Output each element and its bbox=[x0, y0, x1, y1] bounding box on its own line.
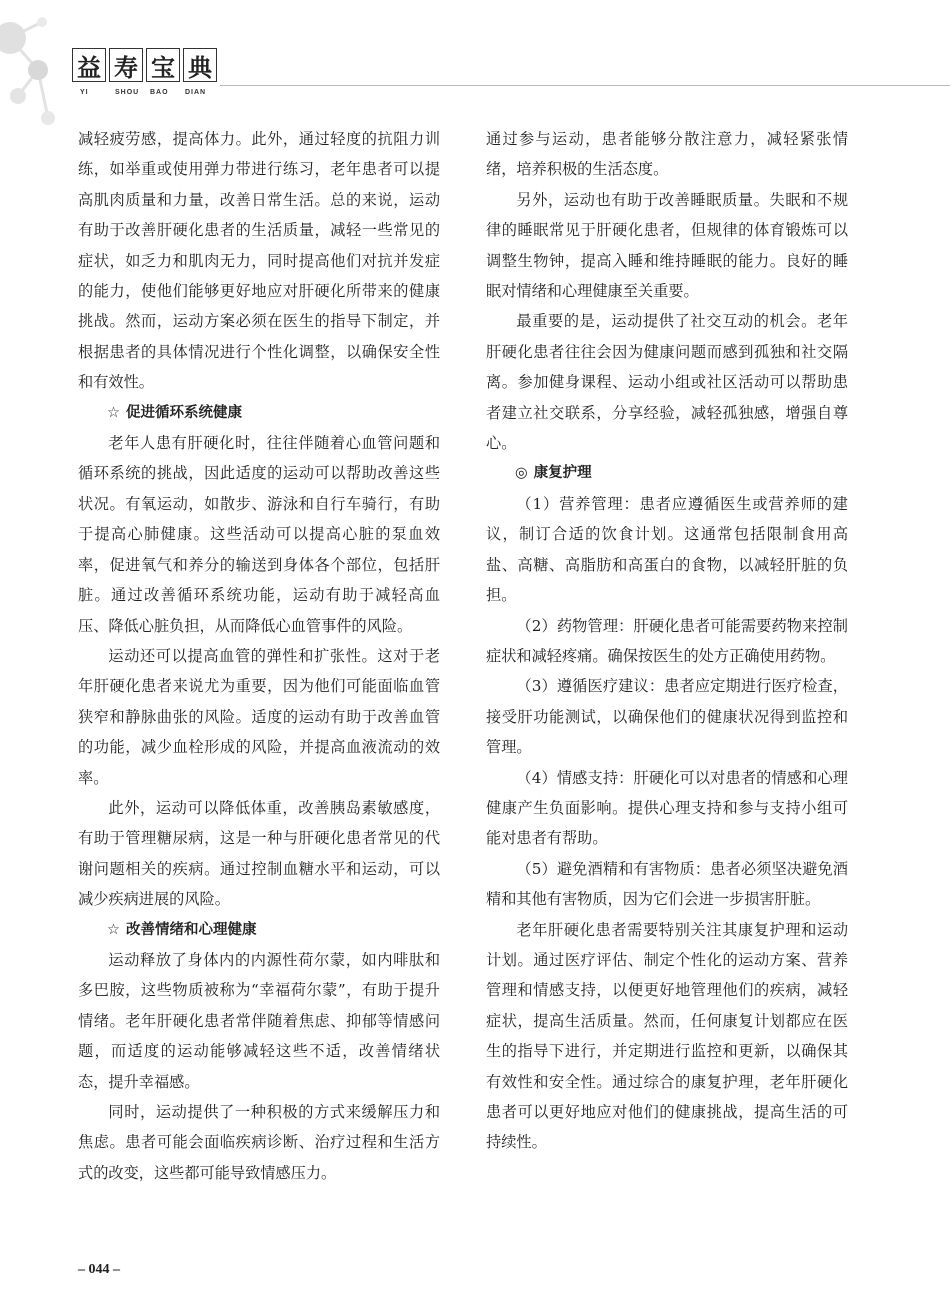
paragraph: 最重要的是，运动提供了社交互动的机会。老年肝硬化患者往往会因为健康问题而感到孤独和社交隔离。参加健身课程、运动小组或社区活动可以帮助患者建立社交联系，分享经验，减轻孤独感，增强自尊心。 bbox=[486, 312, 848, 453]
logo-char: 典 bbox=[183, 48, 217, 82]
paragraph: （4）情感支持：肝硬化可以对患者的情感和心理健康产生负面影响。提供心理支持和参与支持小组可能对患者有帮助。 bbox=[486, 768, 848, 848]
paragraph: 运动释放了身体内的内源性荷尔蒙，如内啡肽和多巴胺，这些物质被称为“幸福荷尔蒙”，有助于提升情绪。老年肝硬化患者常伴随着焦虑、抑郁等情感问题，而适度的运动能够减轻这些不适，改善情绪状态，提升幸福感。 bbox=[78, 950, 440, 1091]
paragraph: （5）避免酒精和有害物质：患者必须坚决避免酒精和其他有害物质，因为它们会进一步损害肝脏。 bbox=[486, 859, 848, 909]
page-number: – 044 – bbox=[78, 1262, 120, 1277]
pinyin-syllable: BAO bbox=[150, 89, 169, 96]
section-heading bbox=[486, 458, 848, 488]
pinyin-syllable: SHOU bbox=[115, 89, 140, 96]
section-heading bbox=[78, 398, 440, 428]
circle-bullet-icon: ◎ bbox=[515, 465, 528, 482]
logo-pinyin bbox=[80, 89, 220, 96]
pinyin-syllable: DIAN bbox=[185, 89, 207, 96]
star-icon: ☆ bbox=[107, 921, 120, 938]
left-column bbox=[78, 124, 440, 1188]
paragraph: （1）营养管理：患者应遵循医生或营养师的建议，制订合适的饮食计划。这通常包括限制食用高盐、高糖、高脂肪和高蛋白的食物，以减轻肝脏的负担。 bbox=[486, 494, 848, 605]
right-column bbox=[486, 124, 848, 1158]
logo-char: 益 bbox=[72, 48, 106, 82]
logo-char: 宝 bbox=[146, 48, 180, 82]
book-logo bbox=[72, 48, 220, 82]
pinyin-syllable: YI bbox=[80, 89, 89, 96]
paragraph: 老年肝硬化患者需要特别关注其康复护理和运动计划。通过医疗评估、制定个性化的运动方案、营养管理和情感支持，以便更好地管理他们的疾病，减轻症状，提高生活质量。然而，任何康复计划都应在医生的指导下进行，并定期进行监控和更新，以确保其有效性和安全性。通过综合的康复护理，老年肝硬化患者可以更好地应对他们的健康挑战，提高生活的可持续性。 bbox=[486, 920, 848, 1152]
star-icon: ☆ bbox=[107, 404, 120, 421]
continued-paragraph: 通过参与运动，患者能够分散注意力，减轻紧张情绪，培养积极的生活态度。 bbox=[486, 130, 848, 179]
section-heading-text: 改善情绪和心理健康 bbox=[126, 921, 257, 938]
logo-char: 寿 bbox=[109, 48, 143, 82]
header-rule bbox=[220, 85, 950, 86]
paragraph: （3）遵循医疗建议：患者应定期进行医疗检查，接受肝功能测试，以确保他们的健康状况得到监控和管理。 bbox=[486, 677, 848, 757]
paragraph: 运动还可以提高血管的弹性和扩张性。这对于老年肝硬化患者来说尤为重要，因为他们可能面临血管狭窄和静脉曲张的风险。适度的运动有助于改善血管的功能，减少血栓形成的风险，并提高血液流动的效率。 bbox=[78, 646, 440, 787]
section-heading bbox=[78, 915, 440, 945]
section-heading-text: 康复护理 bbox=[533, 465, 592, 482]
section-heading-text: 促进循环系统健康 bbox=[126, 404, 242, 421]
paragraph: 老年人患有肝硬化时，往往伴随着心血管问题和循环系统的挑战，因此适度的运动可以帮助改善这些状况。有氧运动，如散步、游泳和自行车骑行，有助于提高心肺健康。这些活动可以提高心脏的泵血效率，促进氧气和养分的输送到身体各个部位，包括肝脏。通过改善循环系统功能，运动有助于减轻高血压、降低心脏负担，从而降低心血管事件的风险。 bbox=[78, 434, 440, 635]
paragraph: 另外，运动也有助于改善睡眠质量。失眠和不规律的睡眠常见于肝硬化患者，但规律的体育锻炼可以调整生物钟，提高入睡和维持睡眠的能力。良好的睡眠对情绪和心理健康至关重要。 bbox=[486, 190, 848, 301]
paragraph: （2）药物管理：肝硬化患者可能需要药物来控制症状和减轻疼痛。确保按医生的处方正确使用药物。 bbox=[486, 616, 848, 665]
paragraph: 此外，运动可以降低体重，改善胰岛素敏感度，有助于管理糖尿病，这是一种与肝硬化患者常见的代谢问题相关的疾病。通过控制血糖水平和运动，可以减少疾病进展的风险。 bbox=[78, 798, 440, 909]
paragraph: 同时，运动提供了一种积极的方式来缓解压力和焦虑。患者可能会面临疾病诊断、治疗过程和生活方式的改变，这些都可能导致情感压力。 bbox=[78, 1103, 440, 1182]
continued-paragraph: 减轻疲劳感，提高体力。此外，通过轻度的抗阻力训练，如举重或使用弹力带进行练习，老年患者可以提高肌肉质量和力量，改善日常生活。总的来说，运动有助于改善肝硬化患者的生活质量，减轻一些常见的症状，如乏力和肌肉无力，同时提高他们对抗并发症的能力，使他们能够更好地应对肝硬化所带来的健康挑战。然而，运动方案必须在医生的指导下制定，并根据患者的具体情况进行个性化调整，以确保安全性和有效性。 bbox=[78, 130, 440, 392]
